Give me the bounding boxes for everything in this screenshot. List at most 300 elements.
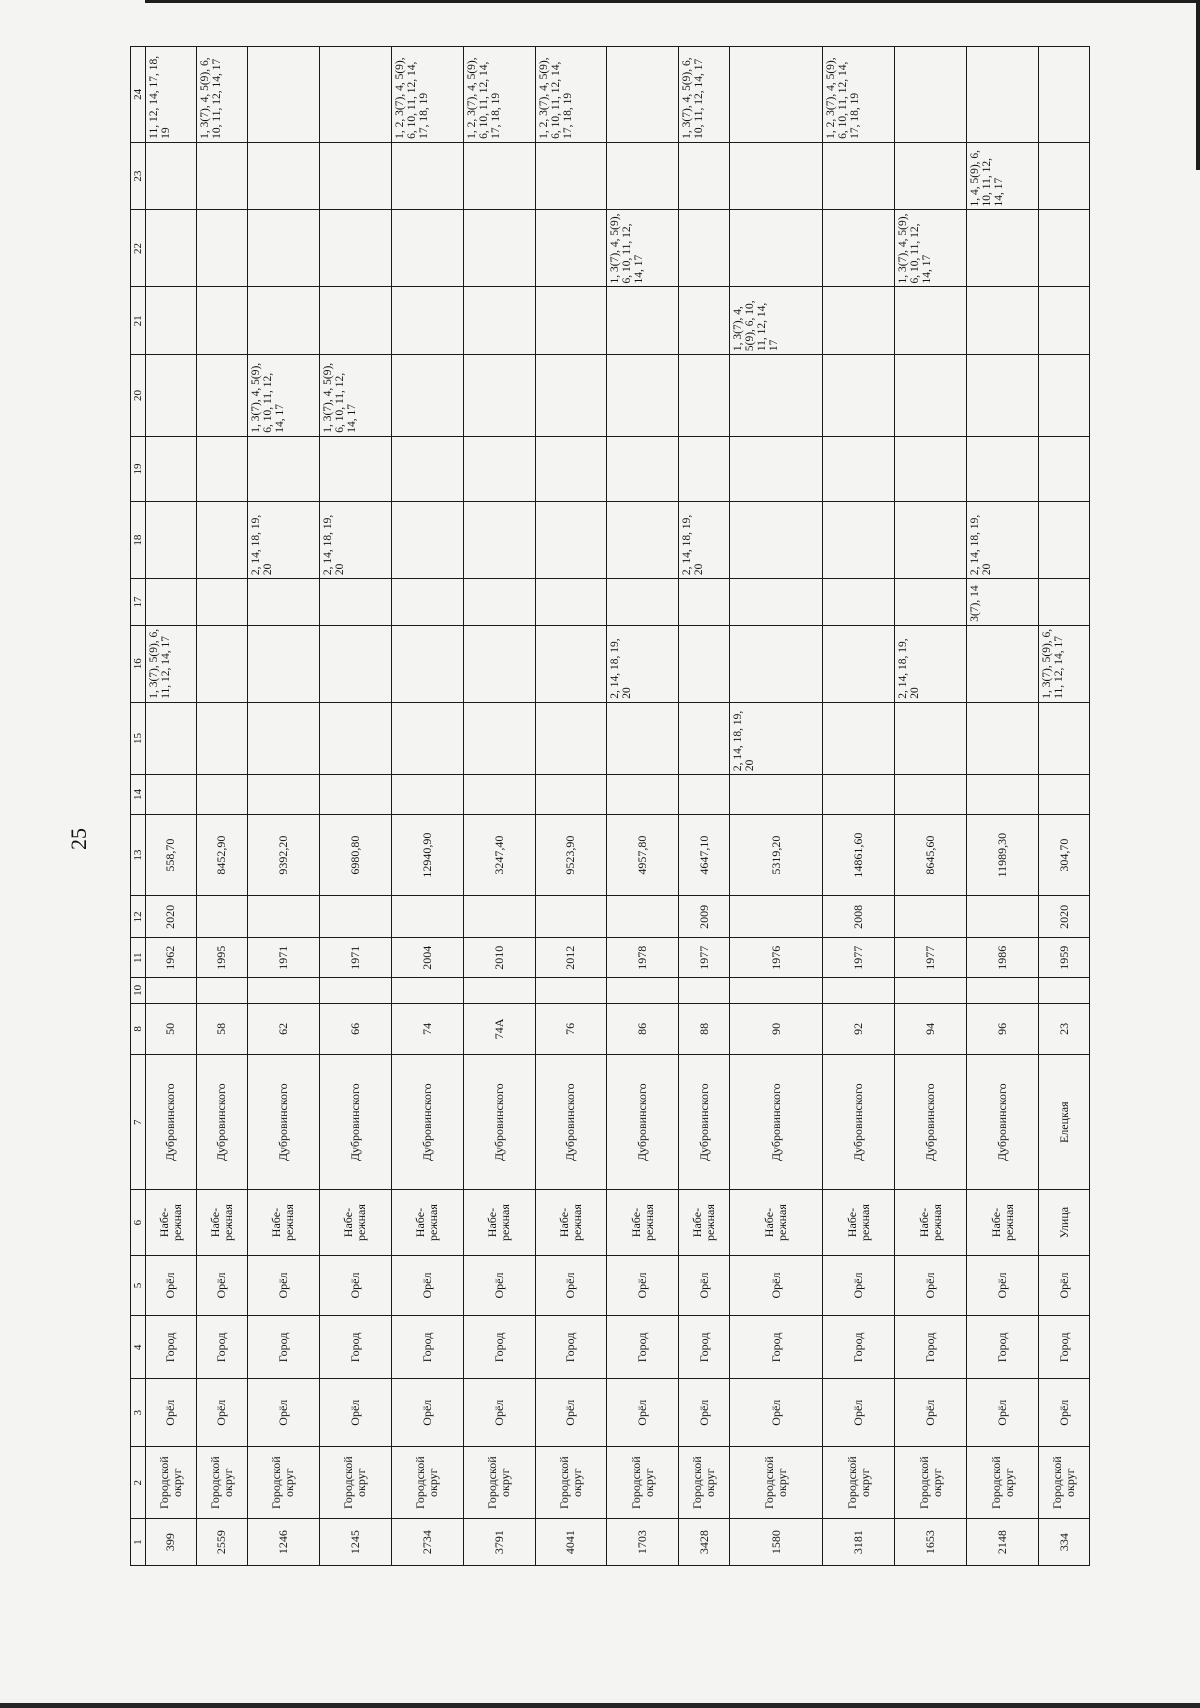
cell-c1: 1653 xyxy=(895,1519,967,1566)
cell-c2: Городской округ xyxy=(895,1447,967,1519)
table-row xyxy=(196,47,247,1566)
cell-c20 xyxy=(463,355,535,437)
cell-c16: 1, 3(7), 5(9), 6, 11, 12, 14, 17 xyxy=(1039,625,1090,702)
table-row xyxy=(391,47,463,1566)
column-number-header: 11 xyxy=(131,938,146,978)
cell-c20: 1, 3(7), 4, 5(9), 6, 10, 11, 12, 14, 17 xyxy=(319,355,391,437)
cell-c14 xyxy=(319,775,391,815)
cell-c19 xyxy=(967,436,1039,501)
cell-c18: 2, 14, 18, 19, 20 xyxy=(319,502,391,579)
cell-c4: Город xyxy=(146,1316,197,1379)
cell-c14 xyxy=(196,775,247,815)
cell-c23 xyxy=(679,142,730,210)
cell-c4: Город xyxy=(895,1316,967,1379)
cell-c4: Город xyxy=(1039,1316,1090,1379)
cell-c24: 1, 2, 3(7), 4, 5(9), 6, 10, 11, 12, 14, 17, 18, 19 xyxy=(463,47,535,143)
cell-c17 xyxy=(146,579,197,626)
cell-c3: Орёл xyxy=(391,1379,463,1447)
table-row xyxy=(319,47,391,1566)
cell-c4: Город xyxy=(463,1316,535,1379)
column-number-header: 6 xyxy=(131,1190,146,1255)
table-row xyxy=(730,47,823,1566)
cell-c2: Городской округ xyxy=(146,1447,197,1519)
cell-c8: 58 xyxy=(196,1003,247,1054)
cell-c18 xyxy=(391,502,463,579)
cell-c8: 50 xyxy=(146,1003,197,1054)
cell-c21 xyxy=(247,287,319,355)
cell-c21 xyxy=(391,287,463,355)
column-number-header: 17 xyxy=(131,579,146,626)
cell-c20 xyxy=(730,355,823,437)
cell-c12: 2020 xyxy=(1039,896,1090,938)
cell-c6: Набе-режная xyxy=(535,1190,607,1255)
cell-c21 xyxy=(679,287,730,355)
column-number-header: 18 xyxy=(131,502,146,579)
cell-c20 xyxy=(146,355,197,437)
cell-c20 xyxy=(535,355,607,437)
cell-c1: 1246 xyxy=(247,1519,319,1566)
cell-c12: 2009 xyxy=(679,896,730,938)
cell-c14 xyxy=(535,775,607,815)
cell-c12 xyxy=(607,896,679,938)
cell-c15 xyxy=(679,702,730,774)
cell-c15 xyxy=(823,702,895,774)
cell-c23 xyxy=(1039,142,1090,210)
cell-c23 xyxy=(463,142,535,210)
cell-c14 xyxy=(730,775,823,815)
cell-c15: 2, 14, 18, 19, 20 xyxy=(730,702,823,774)
cell-c4: Город xyxy=(967,1316,1039,1379)
cell-c24: 1, 3(7), 4, 5(9), 6, 10, 11, 12, 14, 17 xyxy=(679,47,730,143)
cell-c3: Орёл xyxy=(607,1379,679,1447)
cell-c12 xyxy=(247,896,319,938)
cell-c7: Дубровинского xyxy=(679,1055,730,1190)
cell-c11: 2004 xyxy=(391,938,463,978)
cell-c18 xyxy=(463,502,535,579)
cell-c7: Дубровинского xyxy=(319,1055,391,1190)
cell-c12: 2020 xyxy=(146,896,197,938)
cell-c3: Орёл xyxy=(146,1379,197,1447)
cell-c22 xyxy=(391,210,463,287)
cell-c17 xyxy=(391,579,463,626)
cell-c23: 1, 4, 5(9), 6, 10, 11, 12, 14, 17 xyxy=(967,142,1039,210)
cell-c10 xyxy=(319,978,391,1004)
cell-c10 xyxy=(247,978,319,1004)
cell-c15 xyxy=(535,702,607,774)
cell-c3: Орёл xyxy=(535,1379,607,1447)
column-number-header: 1 xyxy=(131,1519,146,1566)
cell-c20 xyxy=(895,355,967,437)
cell-c2: Городской округ xyxy=(607,1447,679,1519)
cell-c13: 5319,20 xyxy=(730,814,823,896)
cell-c12 xyxy=(535,896,607,938)
cell-c23 xyxy=(319,142,391,210)
cell-c19 xyxy=(319,436,391,501)
cell-c14 xyxy=(679,775,730,815)
column-number-header: 3 xyxy=(131,1379,146,1447)
cell-c24 xyxy=(319,47,391,143)
cell-c20 xyxy=(823,355,895,437)
cell-c21 xyxy=(535,287,607,355)
cell-c21 xyxy=(895,287,967,355)
cell-c19 xyxy=(247,436,319,501)
cell-c10 xyxy=(967,978,1039,1004)
cell-c20 xyxy=(607,355,679,437)
cell-c8: 90 xyxy=(730,1003,823,1054)
cell-c14 xyxy=(607,775,679,815)
cell-c17 xyxy=(319,579,391,626)
cell-c12 xyxy=(463,896,535,938)
cell-c15 xyxy=(463,702,535,774)
cell-c4: Город xyxy=(319,1316,391,1379)
cell-c15 xyxy=(146,702,197,774)
cell-c21 xyxy=(967,287,1039,355)
column-number-header: 23 xyxy=(131,142,146,210)
cell-c8: 88 xyxy=(679,1003,730,1054)
cell-c17: 3(7), 14 xyxy=(967,579,1039,626)
cell-c7: Дубровинского xyxy=(247,1055,319,1190)
cell-c16 xyxy=(391,625,463,702)
cell-c20 xyxy=(196,355,247,437)
cell-c5: Орёл xyxy=(1039,1255,1090,1316)
cell-c7: Дубровинского xyxy=(607,1055,679,1190)
cell-c14 xyxy=(146,775,197,815)
cell-c1: 2559 xyxy=(196,1519,247,1566)
cell-c6: Набе-режная xyxy=(247,1190,319,1255)
cell-c4: Город xyxy=(196,1316,247,1379)
cell-c24: 1, 2, 3(7), 4, 5(9), 6, 10, 11, 12, 14, 17, 18, 19 xyxy=(391,47,463,143)
column-number-header: 16 xyxy=(131,625,146,702)
cell-c13: 14861,60 xyxy=(823,814,895,896)
cell-c18 xyxy=(535,502,607,579)
cell-c19 xyxy=(463,436,535,501)
cell-c3: Орёл xyxy=(895,1379,967,1447)
cell-c18 xyxy=(1039,502,1090,579)
cell-c6: Набе-режная xyxy=(967,1190,1039,1255)
cell-c3: Орёл xyxy=(319,1379,391,1447)
cell-c13: 12940,90 xyxy=(391,814,463,896)
cell-c16 xyxy=(535,625,607,702)
cell-c13: 3247,40 xyxy=(463,814,535,896)
cell-c3: Орёл xyxy=(247,1379,319,1447)
cell-c18 xyxy=(196,502,247,579)
cell-c10 xyxy=(535,978,607,1004)
cell-c8: 74 xyxy=(391,1003,463,1054)
cell-c22 xyxy=(1039,210,1090,287)
cell-c15 xyxy=(895,702,967,774)
cell-c10 xyxy=(607,978,679,1004)
cell-c13: 6980,80 xyxy=(319,814,391,896)
cell-c20 xyxy=(391,355,463,437)
cell-c7: Дубровинского xyxy=(895,1055,967,1190)
cell-c8: 74А xyxy=(463,1003,535,1054)
cell-c22: 1, 3(7), 4, 5(9), 6, 10, 11, 12, 14, 17 xyxy=(895,210,967,287)
cell-c14 xyxy=(967,775,1039,815)
cell-c15 xyxy=(391,702,463,774)
cell-c4: Город xyxy=(607,1316,679,1379)
cell-c5: Орёл xyxy=(895,1255,967,1316)
cell-c14 xyxy=(391,775,463,815)
cell-c1: 3428 xyxy=(679,1519,730,1566)
cell-c17 xyxy=(196,579,247,626)
cell-c20 xyxy=(679,355,730,437)
cell-c11: 1959 xyxy=(1039,938,1090,978)
cell-c6: Набе-режная xyxy=(463,1190,535,1255)
cell-c5: Орёл xyxy=(679,1255,730,1316)
cell-c1: 1580 xyxy=(730,1519,823,1566)
scan-edge-top xyxy=(145,0,1200,3)
cell-c24 xyxy=(1039,47,1090,143)
cell-c7: Дубровинского xyxy=(391,1055,463,1190)
column-number-header: 15 xyxy=(131,702,146,774)
column-number-row xyxy=(131,47,146,1566)
cell-c14 xyxy=(823,775,895,815)
scan-edge-bottom xyxy=(0,1703,1200,1708)
cell-c17 xyxy=(823,579,895,626)
table-region xyxy=(130,46,1090,1566)
table-row xyxy=(823,47,895,1566)
cell-c23 xyxy=(730,142,823,210)
cell-c5: Орёл xyxy=(146,1255,197,1316)
cell-c1: 3181 xyxy=(823,1519,895,1566)
cell-c21 xyxy=(823,287,895,355)
cell-c11: 1971 xyxy=(319,938,391,978)
cell-c3: Орёл xyxy=(823,1379,895,1447)
cell-c13: 558,70 xyxy=(146,814,197,896)
cell-c16 xyxy=(679,625,730,702)
cell-c1: 334 xyxy=(1039,1519,1090,1566)
column-number-header: 12 xyxy=(131,896,146,938)
cell-c23 xyxy=(391,142,463,210)
cell-c11: 1971 xyxy=(247,938,319,978)
table-body xyxy=(146,47,1090,1566)
cell-c13: 11989,30 xyxy=(967,814,1039,896)
cell-c24: 1, 3(7), 4, 5(9), 6, 10, 11, 12, 14, 17 xyxy=(196,47,247,143)
cell-c2: Городской округ xyxy=(463,1447,535,1519)
cell-c6: Набе-режная xyxy=(895,1190,967,1255)
cell-c11: 1986 xyxy=(967,938,1039,978)
cell-c17 xyxy=(1039,579,1090,626)
rotated-table-container xyxy=(130,46,1090,1566)
cell-c2: Городской округ xyxy=(391,1447,463,1519)
cell-c11: 1977 xyxy=(823,938,895,978)
cell-c2: Городской округ xyxy=(823,1447,895,1519)
cell-c11: 2012 xyxy=(535,938,607,978)
cell-c19 xyxy=(196,436,247,501)
cell-c15 xyxy=(1039,702,1090,774)
cell-c18: 2, 14, 18, 19, 20 xyxy=(247,502,319,579)
column-number-header: 7 xyxy=(131,1055,146,1190)
cell-c5: Орёл xyxy=(730,1255,823,1316)
cell-c23 xyxy=(895,142,967,210)
cell-c11: 1962 xyxy=(146,938,197,978)
cell-c19 xyxy=(679,436,730,501)
column-number-header: 5 xyxy=(131,1255,146,1316)
cell-c6: Улица xyxy=(1039,1190,1090,1255)
cell-c19 xyxy=(730,436,823,501)
cell-c10 xyxy=(196,978,247,1004)
cell-c13: 8452,90 xyxy=(196,814,247,896)
cell-c5: Орёл xyxy=(535,1255,607,1316)
table-row xyxy=(1039,47,1090,1566)
cell-c11: 1976 xyxy=(730,938,823,978)
cell-c5: Орёл xyxy=(319,1255,391,1316)
column-number-header: 22 xyxy=(131,210,146,287)
cell-c6: Набе-режная xyxy=(823,1190,895,1255)
cell-c19 xyxy=(146,436,197,501)
cell-c19 xyxy=(391,436,463,501)
cell-c7: Дубровинского xyxy=(146,1055,197,1190)
cell-c21 xyxy=(146,287,197,355)
cell-c8: 96 xyxy=(967,1003,1039,1054)
cell-c21 xyxy=(319,287,391,355)
cell-c11: 1978 xyxy=(607,938,679,978)
cell-c11: 1995 xyxy=(196,938,247,978)
cell-c12 xyxy=(895,896,967,938)
cell-c15 xyxy=(196,702,247,774)
cell-c18 xyxy=(146,502,197,579)
cell-c7: Дубровинского xyxy=(535,1055,607,1190)
column-number-header: 21 xyxy=(131,287,146,355)
cell-c24 xyxy=(967,47,1039,143)
cell-c17 xyxy=(247,579,319,626)
cell-c16 xyxy=(730,625,823,702)
cell-c19 xyxy=(895,436,967,501)
cell-c22 xyxy=(463,210,535,287)
cell-c15 xyxy=(247,702,319,774)
cell-c18 xyxy=(823,502,895,579)
cell-c14 xyxy=(247,775,319,815)
cell-c4: Город xyxy=(679,1316,730,1379)
cell-c1: 2734 xyxy=(391,1519,463,1566)
table-row xyxy=(463,47,535,1566)
cell-c11: 2010 xyxy=(463,938,535,978)
cell-c4: Город xyxy=(730,1316,823,1379)
cell-c23 xyxy=(196,142,247,210)
cell-c1: 1703 xyxy=(607,1519,679,1566)
cell-c16 xyxy=(823,625,895,702)
table-row xyxy=(247,47,319,1566)
cell-c16 xyxy=(967,625,1039,702)
cell-c12 xyxy=(391,896,463,938)
cell-c1: 399 xyxy=(146,1519,197,1566)
cell-c22 xyxy=(730,210,823,287)
cell-c14 xyxy=(895,775,967,815)
cell-c10 xyxy=(823,978,895,1004)
cell-c21: 1, 3(7), 4, 5(9), 6, 10, 11, 12, 14, 17 xyxy=(730,287,823,355)
column-number-header: 2 xyxy=(131,1447,146,1519)
cell-c16 xyxy=(247,625,319,702)
cell-c16 xyxy=(463,625,535,702)
cell-c16 xyxy=(319,625,391,702)
cell-c7: Дубровинского xyxy=(730,1055,823,1190)
cell-c17 xyxy=(535,579,607,626)
cell-c2: Городской округ xyxy=(679,1447,730,1519)
column-number-header: 4 xyxy=(131,1316,146,1379)
page-number: 25 xyxy=(66,828,91,850)
cell-c8: 76 xyxy=(535,1003,607,1054)
cell-c4: Город xyxy=(535,1316,607,1379)
cell-c10 xyxy=(391,978,463,1004)
cell-c14 xyxy=(1039,775,1090,815)
cell-c24 xyxy=(895,47,967,143)
cell-c15 xyxy=(967,702,1039,774)
cell-c23 xyxy=(146,142,197,210)
cell-c8: 94 xyxy=(895,1003,967,1054)
cell-c2: Городской округ xyxy=(1039,1447,1090,1519)
cell-c5: Орёл xyxy=(196,1255,247,1316)
column-number-header: 8 xyxy=(131,1003,146,1054)
cell-c13: 8645,60 xyxy=(895,814,967,896)
cell-c3: Орёл xyxy=(1039,1379,1090,1447)
cell-c10 xyxy=(895,978,967,1004)
cell-c12 xyxy=(319,896,391,938)
cell-c21 xyxy=(463,287,535,355)
cell-c8: 23 xyxy=(1039,1003,1090,1054)
table-row xyxy=(607,47,679,1566)
cell-c23 xyxy=(823,142,895,210)
cell-c13: 9523,90 xyxy=(535,814,607,896)
cell-c22 xyxy=(247,210,319,287)
cell-c17 xyxy=(463,579,535,626)
cell-c16: 1, 3(7), 5(9), 6, 11, 12, 14, 17 xyxy=(146,625,197,702)
cell-c17 xyxy=(895,579,967,626)
cell-c1: 2148 xyxy=(967,1519,1039,1566)
cell-c20: 1, 3(7), 4, 5(9), 6, 10, 11, 12, 14, 17 xyxy=(247,355,319,437)
cell-c19 xyxy=(823,436,895,501)
cell-c22 xyxy=(679,210,730,287)
cell-c8: 66 xyxy=(319,1003,391,1054)
cell-c12 xyxy=(730,896,823,938)
cell-c13: 4647,10 xyxy=(679,814,730,896)
cell-c7: Дубровинского xyxy=(196,1055,247,1190)
cell-c8: 86 xyxy=(607,1003,679,1054)
cell-c11: 1977 xyxy=(679,938,730,978)
cell-c5: Орёл xyxy=(463,1255,535,1316)
cell-c6: Набе-режная xyxy=(391,1190,463,1255)
cell-c7: Елецкая xyxy=(1039,1055,1090,1190)
cell-c2: Городской округ xyxy=(967,1447,1039,1519)
cell-c10 xyxy=(1039,978,1090,1004)
cell-c13: 304,70 xyxy=(1039,814,1090,896)
table-row xyxy=(146,47,197,1566)
cell-c16 xyxy=(196,625,247,702)
cell-c5: Орёл xyxy=(823,1255,895,1316)
cell-c4: Город xyxy=(391,1316,463,1379)
cell-c6: Набе-режная xyxy=(730,1190,823,1255)
cell-c5: Орёл xyxy=(391,1255,463,1316)
cell-c4: Город xyxy=(823,1316,895,1379)
cell-c1: 1245 xyxy=(319,1519,391,1566)
cell-c13: 4957,80 xyxy=(607,814,679,896)
cell-c5: Орёл xyxy=(607,1255,679,1316)
cell-c23 xyxy=(607,142,679,210)
cell-c17 xyxy=(607,579,679,626)
cell-c3: Орёл xyxy=(730,1379,823,1447)
cell-c21 xyxy=(196,287,247,355)
cell-c24: 1, 2, 3(7), 4, 5(9), 6, 10, 11, 12, 14, 17, 18, 19 xyxy=(823,47,895,143)
cell-c22: 1, 3(7), 4, 5(9), 6, 10, 11, 12, 14, 17 xyxy=(607,210,679,287)
cell-c24 xyxy=(607,47,679,143)
cell-c5: Орёл xyxy=(247,1255,319,1316)
cell-c2: Городской округ xyxy=(535,1447,607,1519)
cell-c16: 2, 14, 18, 19, 20 xyxy=(607,625,679,702)
cell-c6: Набе-режная xyxy=(607,1190,679,1255)
table-row xyxy=(895,47,967,1566)
column-number-header: 19 xyxy=(131,436,146,501)
column-number-header: 10 xyxy=(131,978,146,1004)
cell-c14 xyxy=(463,775,535,815)
